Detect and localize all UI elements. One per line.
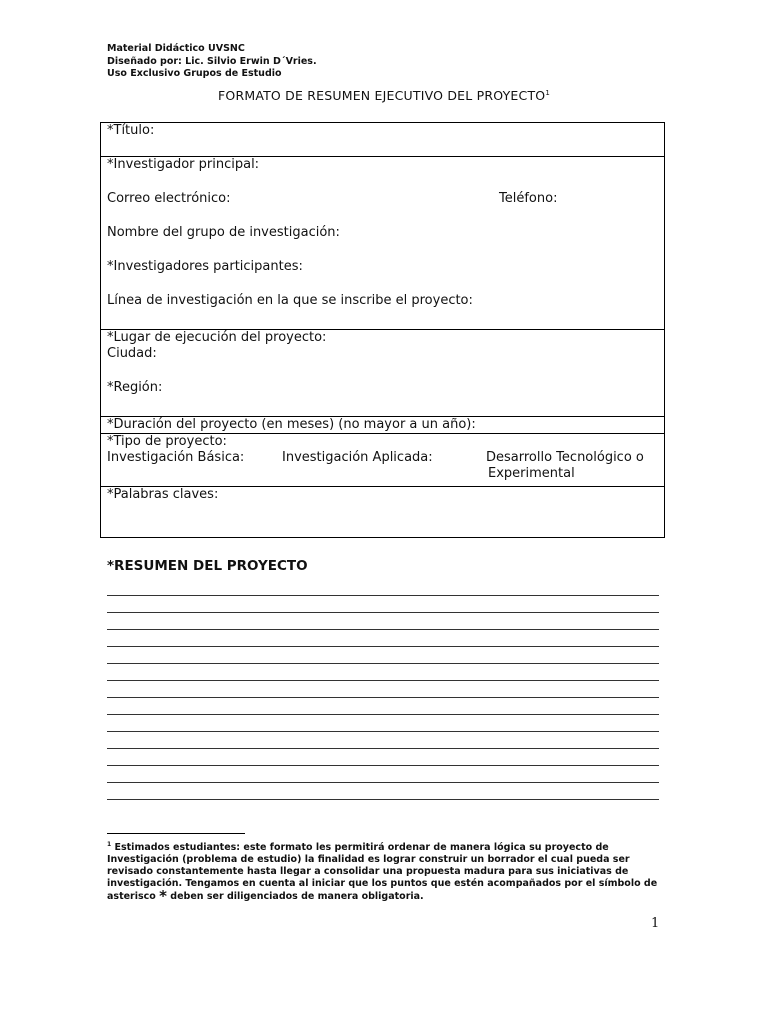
page-title <box>0 88 768 103</box>
footnote-text-end: deben ser diligenciados de manera obligatoria. <box>166 891 424 902</box>
ciudad-label: Ciudad: <box>107 346 157 361</box>
resumen-line <box>107 749 659 766</box>
footnote <box>107 839 663 903</box>
correo-label: Correo electrónico: <box>107 191 231 206</box>
resumen-lines[interactable] <box>107 579 659 800</box>
titulo-field[interactable] <box>101 123 665 157</box>
investigador-principal-label: *Investigador principal: <box>107 157 260 172</box>
duracion-label: *Duración del proyecto (en meses) (no mayor a un año): <box>107 417 476 432</box>
header-line-material: Material Didáctico UVSNC <box>107 43 245 54</box>
tipo-label: *Tipo de proyecto: <box>107 434 227 449</box>
footnote-ref: 1 <box>107 841 112 848</box>
project-form-table <box>100 122 665 538</box>
footnote-separator <box>107 833 245 834</box>
resumen-heading: *RESUMEN DEL PROYECTO <box>107 558 308 574</box>
resumen-line <box>107 698 659 715</box>
palabras-label: *Palabras claves: <box>107 487 219 502</box>
investigators-cell[interactable] <box>101 157 665 330</box>
tipo-cell[interactable] <box>101 434 665 487</box>
resumen-line <box>107 766 659 783</box>
tipo-basica-label: Investigación Básica: <box>107 450 245 465</box>
lugar-cell[interactable] <box>101 330 665 417</box>
footnote-text: Estimados estudiantes: este formato les permitirá ordenar de manera lógica su proyecto de Investigación (problema de estudio) la finalidad es lograr construir un borrador el cual pueda ser revisado constantemente hasta llegar a consolidar una propuesta madura para sus iniciativas de investigación. Tengamos en cuenta al iniciar que los puntos que estén acompañados por el símbolo de asterisco <box>107 842 658 902</box>
lugar-label: *Lugar de ejecución del proyecto: <box>107 330 327 345</box>
page-title-text: FORMATO DE RESUMEN EJECUTIVO DEL PROYECTO <box>218 88 546 103</box>
region-label: *Región: <box>107 380 163 395</box>
footnote-asterisk: * <box>159 887 167 905</box>
resumen-line <box>107 630 659 647</box>
resumen-line <box>107 596 659 613</box>
document-header <box>107 43 317 81</box>
duracion-field[interactable] <box>101 417 665 434</box>
header-line-author: Diseñado por: Lic. Silvio Erwin D´Vries. <box>107 55 317 67</box>
resumen-line <box>107 579 659 596</box>
telefono-label: Teléfono: <box>499 191 558 206</box>
page-number: 1 <box>651 916 660 931</box>
titulo-label: *Título: <box>107 123 155 138</box>
resumen-line <box>107 732 659 749</box>
tipo-desarrollo-label: Desarrollo Tecnológico o Experimental <box>486 450 644 481</box>
tipo-aplicada-label: Investigación Aplicada: <box>282 450 433 465</box>
participantes-label: *Investigadores participantes: <box>107 259 303 274</box>
resumen-line <box>107 681 659 698</box>
resumen-line <box>107 783 659 800</box>
resumen-line <box>107 613 659 630</box>
grupo-label: Nombre del grupo de investigación: <box>107 225 340 240</box>
resumen-line <box>107 715 659 732</box>
header-line-usage: Uso Exclusivo Grupos de Estudio <box>107 68 282 79</box>
palabras-field[interactable] <box>101 487 665 538</box>
title-footnote-ref: 1 <box>545 89 550 97</box>
resumen-line <box>107 664 659 681</box>
resumen-line <box>107 647 659 664</box>
linea-investigacion-label: Línea de investigación en la que se inscribe el proyecto: <box>107 293 473 308</box>
